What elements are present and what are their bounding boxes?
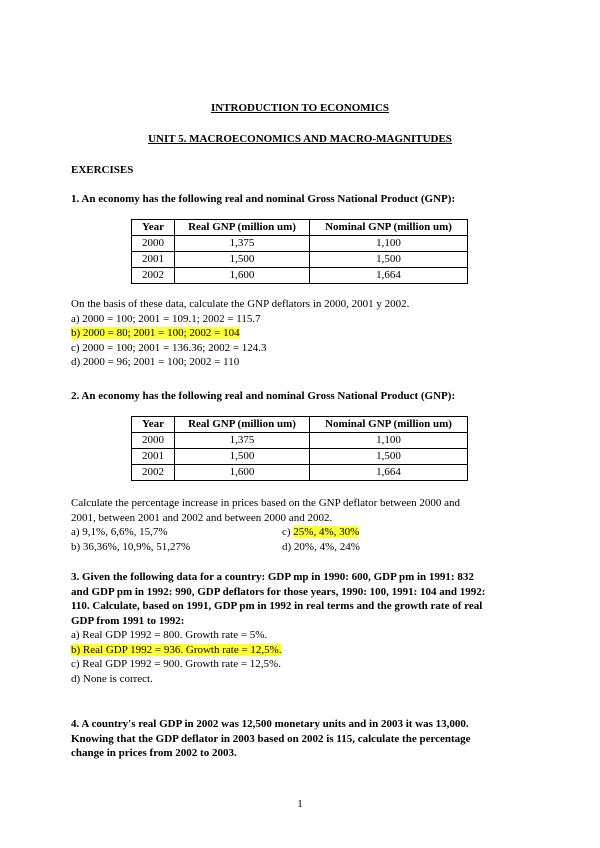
q4-question-line: 4. A country's real GDP in 2002 was 12,500 monetary units and in 2003 it was 13,000. <box>71 718 469 730</box>
table-cell: 1,500 <box>175 252 310 268</box>
section-heading: EXERCISES <box>71 164 134 176</box>
table-row <box>132 465 468 481</box>
q1-option-b-correct: b) 2000 = 80; 2001 = 100; 2002 = 104 <box>71 327 240 339</box>
table-row <box>132 252 468 268</box>
table-header-cell: Nominal GNP (million um) <box>310 220 468 236</box>
q2-gnp-table <box>131 416 468 481</box>
table-header-cell: Year <box>132 417 175 433</box>
q4-question-line: change in prices from 2002 to 2003. <box>71 747 237 759</box>
q2-option-a: a) 9,1%, 6,6%, 15,7% <box>71 526 168 538</box>
q2-prompt-line2: 2001, between 2001 and 2002 and between 2000 and 2002. <box>71 511 333 524</box>
table-cell: 1,375 <box>175 433 310 449</box>
q2-question: 2. An economy has the following real and nominal Gross National Product (GNP): <box>71 390 456 402</box>
table-cell: 1,664 <box>310 465 468 481</box>
table-row <box>132 268 468 284</box>
q1-question: 1. An economy has the following real and nominal Gross National Product (GNP): <box>71 193 456 205</box>
q4-question-line: Knowing that the GDP deflator in 2003 based on 2002 is 115, calculate the percentage <box>71 732 471 745</box>
table-header-cell: Nominal GNP (million um) <box>310 417 468 433</box>
table-cell: 1,500 <box>310 449 468 465</box>
table-header-row <box>132 417 468 433</box>
q2-option-c-prefix: c) <box>282 526 294 538</box>
q3-question-line: 110. Calculate, based on 1991, GDP pm in 1992 in real terms and the growth rate of real <box>71 600 483 612</box>
table-cell: 1,375 <box>175 236 310 252</box>
q2-option-c <box>282 525 359 540</box>
page-number: 1 <box>297 798 303 810</box>
q4-question <box>71 717 531 761</box>
table-header-cell: Real GNP (million um) <box>175 417 310 433</box>
table-cell: 2002 <box>132 268 175 284</box>
table-cell: 2002 <box>132 465 175 481</box>
q1-prompt: On the basis of these data, calculate the GNP deflators in 2000, 2001 y 2002. <box>71 298 410 310</box>
q2-options-row-1 <box>71 525 531 540</box>
q3-question-line: GDP from 1991 to 1992: <box>71 614 185 627</box>
table-cell: 2000 <box>132 433 175 449</box>
q1-body <box>71 297 531 370</box>
q2-option-b: b) 36,36%, 10,9%, 51,27% <box>71 540 191 553</box>
table-row <box>132 449 468 465</box>
q3-option-a: a) Real GDP 1992 = 800. Growth rate = 5%. <box>71 629 268 641</box>
q1-gnp-table <box>131 219 468 284</box>
q2-body <box>71 496 531 554</box>
table-cell: 1,664 <box>310 268 468 284</box>
table-cell: 2001 <box>132 449 175 465</box>
table-cell: 1,100 <box>310 433 468 449</box>
table-cell: 1,600 <box>175 268 310 284</box>
table-header-row <box>132 220 468 236</box>
q3-option-b-correct: b) Real GDP 1992 = 936. Growth rate = 12,5%. <box>71 643 282 656</box>
q2-option-d: d) 20%, 4%, 24% <box>282 540 360 553</box>
q3-option-c: c) Real GDP 1992 = 900. Growth rate = 12,5%. <box>71 658 281 670</box>
q3-question-line: 3. Given the following data for a country: GDP mp in 1990: 600, GDP pm in 1991: 832 <box>71 571 474 583</box>
q2-option-c-correct: 25%, 4%, 30% <box>293 526 360 538</box>
q1-option-d: d) 2000 = 96; 2001 = 100; 2002 = 110 <box>71 356 240 368</box>
table-row <box>132 236 468 252</box>
q1-option-c: c) 2000 = 100; 2001 = 136.36; 2002 = 124.3 <box>71 341 267 354</box>
q3-option-d: d) None is correct. <box>71 672 153 685</box>
q3-question <box>71 570 531 628</box>
table-header-cell: Real GNP (million um) <box>175 220 310 236</box>
table-cell: 1,500 <box>175 449 310 465</box>
q3-options <box>71 628 531 686</box>
table-cell: 1,500 <box>310 252 468 268</box>
table-header-cell: Year <box>132 220 175 236</box>
document-title: INTRODUCTION TO ECONOMICS <box>210 102 390 114</box>
q2-options-row-2 <box>71 540 531 555</box>
table-row <box>132 433 468 449</box>
table-cell: 1,600 <box>175 465 310 481</box>
q2-prompt-line1: Calculate the percentage increase in prices based on the GNP deflator between 2000 and <box>71 497 461 509</box>
table-cell: 2000 <box>132 236 175 252</box>
q3-question-line: and GDP pm in 1992: 990, GDP deflators for those years, 1990: 100, 1991: 104 and 1992: <box>71 585 486 598</box>
table-cell: 2001 <box>132 252 175 268</box>
table-cell: 1,100 <box>310 236 468 252</box>
unit-title: UNIT 5. MACROECONOMICS AND MACRO-MAGNITUDES <box>148 133 452 145</box>
q1-option-a: a) 2000 = 100; 2001 = 109.1; 2002 = 115.7 <box>71 312 261 325</box>
